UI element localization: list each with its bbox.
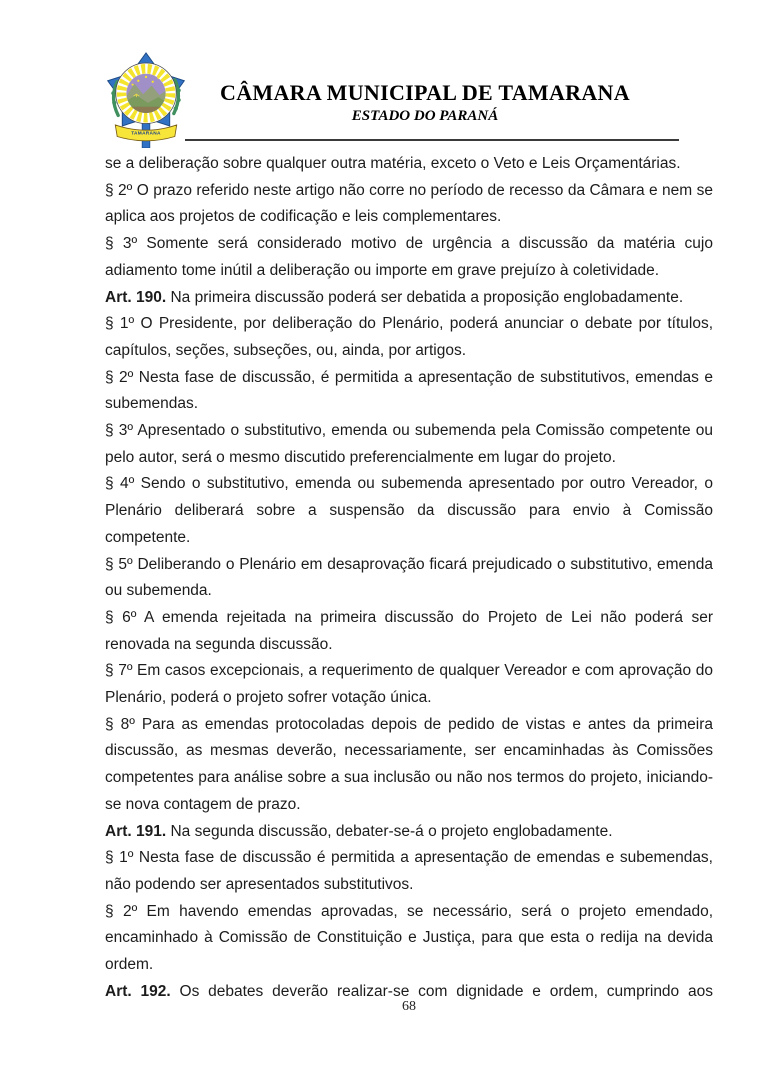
paragraph: § 2º Em havendo emendas aprovadas, se necessário, será o projeto emendado, encaminhado à Comissão de Constituição e Justiça, para que esta o redija na devida ordem.	[105, 902, 713, 974]
paragraph: § 8º Para as emendas protocoladas depois de pedido de vistas e antes da primeira discussão, as mesmas deverão, necessariamente, ser encaminhadas às Comissões competentes para análise sobre a sua inclusão ou não nos termos do projeto, iniciando-se nova contagem de prazo.	[105, 715, 713, 813]
paragraph: § 1º Nesta fase de discussão é permitida a apresentação de emendas e subemendas, não podendo ser apresentados substitutivos.	[105, 849, 713, 893]
paragraph: § 5º Deliberando o Plenário em desaprovação ficará prejudicado o substitutivo, emenda ou subemenda.	[105, 555, 713, 600]
paragraph: § 6º A emenda rejeitada na primeira discussão do Projeto de Lei não poderá ser renovada na segunda discussão.	[105, 608, 713, 653]
letterhead-titles	[175, 80, 675, 125]
document-body	[105, 151, 713, 1006]
article-paragraph: Art. 190. Na primeira discussão poderá ser debatida a proposição englobadamente.	[105, 288, 684, 306]
article-number: Art. 191.	[105, 822, 171, 840]
paragraph: § 3º Apresentado o substitutivo, emenda ou subemenda pela Comissão competente ou pelo autor, será o mesmo discutido preferencialmente em lugar do projeto.	[105, 422, 713, 466]
article-paragraph: Art. 192. Os debates deverão realizar-se com dignidade e ordem, cumprindo aos	[105, 982, 713, 1000]
paragraph: § 2º O prazo referido neste artigo não corre no período de recesso da Câmara e nem se aplica aos projetos de codificação e leis complementares.	[105, 181, 713, 226]
article-paragraph: Art. 191. Na segunda discussão, debater-se-á o projeto englobadamente.	[105, 822, 613, 840]
paragraph: se a deliberação sobre qualquer outra matéria, exceto o Veto e Leis Orçamentárias.	[105, 155, 681, 172]
header-divider	[185, 139, 679, 141]
paragraph: § 7º Em casos excepcionais, a requerimento de qualquer Vereador e com aprovação do Plenário, poderá o projeto sofrer votação única.	[105, 662, 713, 707]
article-number: Art. 190.	[105, 288, 171, 306]
paragraph: § 4º Sendo o substitutivo, emenda ou subemenda apresentado por outro Vereador, o Plenário deliberará sobre a suspensão da discussão para envio à Comissão competente.	[105, 475, 713, 546]
paragraph: § 3º Somente será considerado motivo de urgência a discussão da matéria cujo adiamento tome inútil a deliberação ou importe em grave prejuízo à coletividade.	[105, 235, 713, 279]
page-number: 68	[402, 999, 416, 1014]
article-number: Art. 192.	[105, 982, 180, 1000]
banner-label: TAMARANA	[131, 131, 161, 137]
paragraph: § 1º O Presidente, por deliberação do Plenário, poderá anunciar o debate por títulos, capítulos, seções, subseções, ou, ainda, por artigos.	[105, 315, 713, 359]
org-title: CÂMARA MUNICIPAL DE TAMARANA	[220, 80, 630, 105]
org-subtitle: ESTADO DO PARANÁ	[351, 108, 499, 124]
paragraph: § 2º Nesta fase de discussão, é permitida a apresentação de substitutivos, emendas e subemendas.	[105, 368, 713, 413]
